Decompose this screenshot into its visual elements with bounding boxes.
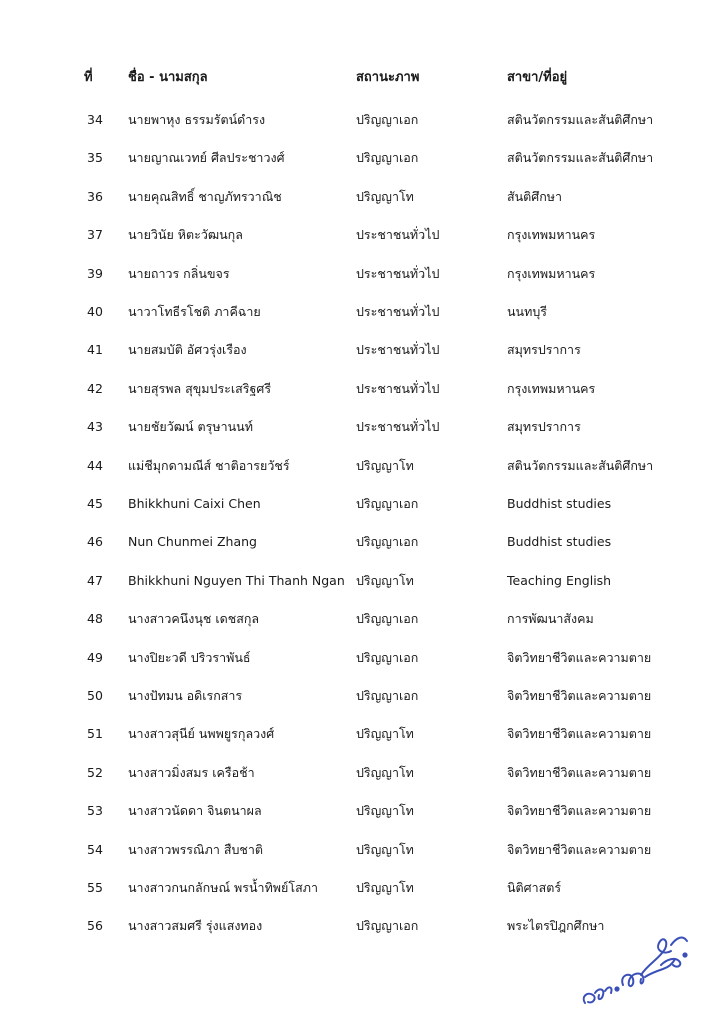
row-branch: สตินวัตกรรมและสันติศึกษา [507, 150, 654, 166]
row-no: 34 [87, 112, 103, 127]
row-branch: จิตวิทยาชีวิตและความตาย [507, 764, 652, 780]
row-no: 56 [87, 918, 103, 934]
row-name: Bhikkhuni Caixi Chen [128, 496, 261, 511]
row-branch: กรุงเทพมหานคร [507, 227, 596, 243]
row-name: นางปัทมน อดิเรกสาร [128, 688, 243, 703]
table-row [0, 377, 725, 401]
table-row [0, 338, 725, 362]
row-status: ปริญญาเอก [356, 688, 419, 703]
table-row [0, 838, 725, 862]
row-branch: สันติศึกษา [507, 188, 563, 204]
row-branch: นนทบุรี [507, 304, 547, 319]
table-row [0, 492, 725, 516]
row-no: 48 [87, 611, 103, 627]
row-no: 50 [87, 688, 103, 703]
row-no: 37 [87, 227, 103, 243]
table-row [0, 607, 725, 631]
table-row [0, 223, 725, 247]
row-status: ปริญญาโท [356, 841, 414, 857]
row-no: 55 [87, 880, 103, 895]
row-no: 36 [87, 188, 103, 204]
row-status: ประชาชนทั่วไป [356, 265, 440, 281]
row-no: 47 [87, 572, 103, 588]
row-name: Bhikkhuni Nguyen Thi Thanh Ngan [128, 572, 345, 588]
row-no: 44 [87, 457, 103, 473]
row-branch: จิตวิทยาชีวิตและความตาย [507, 841, 652, 857]
row-branch: จิตวิทยาชีวิตและความตาย [507, 726, 652, 742]
header-status: สถานะภาพ [356, 70, 420, 85]
row-no: 43 [87, 419, 103, 435]
row-branch: Buddhist studies [507, 534, 612, 550]
row-branch: จิตวิทยาชีวิตและความตาย [507, 688, 652, 703]
row-status: ประชาชนทั่วไป [356, 304, 440, 319]
row-name: นายคุณสิทธิ์ ชาญภัทรวาณิช [128, 188, 282, 204]
row-no: 49 [87, 649, 103, 665]
table-row [0, 646, 725, 670]
row-branch: สตินวัตกรรมและสันติศึกษา [507, 112, 654, 127]
header-name: ชื่อ - นามสกุล [128, 70, 208, 85]
row-name: นายญาณเวทย์ ศีลประชาวงศ์ [128, 150, 285, 166]
header-no: ที่ [84, 70, 93, 85]
row-name: นายสุรพล สุขุมประเสริฐศรี [128, 380, 272, 396]
table-row [0, 185, 725, 209]
row-status: ปริญญาโท [356, 188, 414, 204]
row-branch: Buddhist studies [507, 496, 612, 511]
row-branch: Teaching English [507, 572, 612, 588]
row-no: 45 [87, 496, 103, 511]
row-status: ประชาชนทั่วไป [356, 342, 440, 358]
row-no: 46 [87, 534, 103, 550]
row-name: นายพาหุง ธรรมรัตน์ดำรง [128, 112, 266, 127]
row-status: ปริญญาเอก [356, 150, 419, 166]
row-name: นายถาวร กลิ่นขจร [128, 265, 230, 281]
row-no: 35 [87, 150, 103, 166]
row-no: 53 [87, 803, 103, 819]
row-name: นางสาวสุนีย์ นพพยูรกุลวงศ์ [128, 726, 275, 742]
row-no: 42 [87, 380, 103, 396]
row-name: นายวินัย หิตะวัฒนกุล [128, 227, 243, 243]
row-branch: พระไตรปิฎกศึกษา [507, 918, 605, 934]
table-row [0, 415, 725, 439]
header-branch: สาขา/ที่อยู่ [507, 70, 568, 85]
table-row [0, 530, 725, 554]
row-status: ปริญญาเอก [356, 112, 419, 127]
row-name: นางสาวพรรณิภา สืบชาติ [128, 841, 264, 857]
row-branch: จิตวิทยาชีวิตและความตาย [507, 803, 652, 819]
row-status: ประชาชนทั่วไป [356, 227, 440, 243]
table-row [0, 300, 725, 324]
row-status: ปริญญาโท [356, 457, 414, 473]
row-status: ปริญญาโท [356, 880, 414, 895]
row-branch: จิตวิทยาชีวิตและความตาย [507, 649, 652, 665]
row-name: นางสาวกนกลักษณ์ พรน้ำทิพย์โสภา [128, 880, 318, 895]
row-status: ปริญญาเอก [356, 534, 419, 550]
row-no: 40 [87, 304, 103, 319]
table-row [0, 799, 725, 823]
table-row [0, 876, 725, 900]
row-name: นาวาโทธีรโชติ ภาคีฉาย [128, 304, 261, 319]
table-row [0, 454, 725, 478]
table-row [0, 722, 725, 746]
row-name: นางปิยะวดี ปริวราพันธ์ [128, 649, 251, 665]
row-name: นายสมบัติ อัศวรุ่งเรือง [128, 342, 247, 358]
row-status: ปริญญาโท [356, 803, 414, 819]
row-name: นางสาวสมศรี รุ่งแสงทอง [128, 918, 263, 934]
row-branch: นิติศาสตร์ [507, 880, 562, 895]
row-name: Nun Chunmei Zhang [128, 534, 257, 550]
row-branch: การพัฒนาสังคม [507, 611, 594, 627]
row-name: นายชัยวัฒน์ ตรุษานนท์ [128, 419, 253, 435]
row-name: แม่ชีมุกดามณีส์ ชาติอารยวัชร์ [128, 457, 290, 473]
row-branch: สมุทรปราการ [507, 342, 581, 358]
row-name: นางสาวมิ่งสมร เครือช้า [128, 764, 255, 780]
row-status: ปริญญาเอก [356, 918, 419, 934]
row-name: นางสาวนัดดา จินตนาผล [128, 803, 262, 819]
table-row [0, 761, 725, 785]
row-branch: กรุงเทพมหานคร [507, 265, 596, 281]
row-status: ปริญญาโท [356, 726, 414, 742]
row-no: 39 [87, 265, 103, 281]
table-row [0, 684, 725, 708]
row-status: ปริญญาโท [356, 764, 414, 780]
table-row [0, 262, 725, 286]
handwritten-signature [575, 915, 695, 1010]
row-name: นางสาวคนึงนุช เดชสกุล [128, 611, 260, 627]
row-status: ประชาชนทั่วไป [356, 380, 440, 396]
row-status: ปริญญาโท [356, 572, 414, 588]
row-no: 51 [87, 726, 103, 742]
row-branch: สตินวัตกรรมและสันติศึกษา [507, 457, 654, 473]
row-no: 52 [87, 764, 103, 780]
row-status: ปริญญาเอก [356, 496, 419, 511]
row-status: ประชาชนทั่วไป [356, 419, 440, 435]
row-no: 54 [87, 841, 103, 857]
row-branch: สมุทรปราการ [507, 419, 581, 435]
table-header [0, 66, 725, 90]
table-row [0, 569, 725, 593]
row-status: ปริญญาเอก [356, 611, 419, 627]
table-row [0, 146, 725, 170]
row-status: ปริญญาเอก [356, 649, 419, 665]
row-no: 41 [87, 342, 103, 358]
table-row [0, 108, 725, 132]
row-branch: กรุงเทพมหานคร [507, 380, 596, 396]
